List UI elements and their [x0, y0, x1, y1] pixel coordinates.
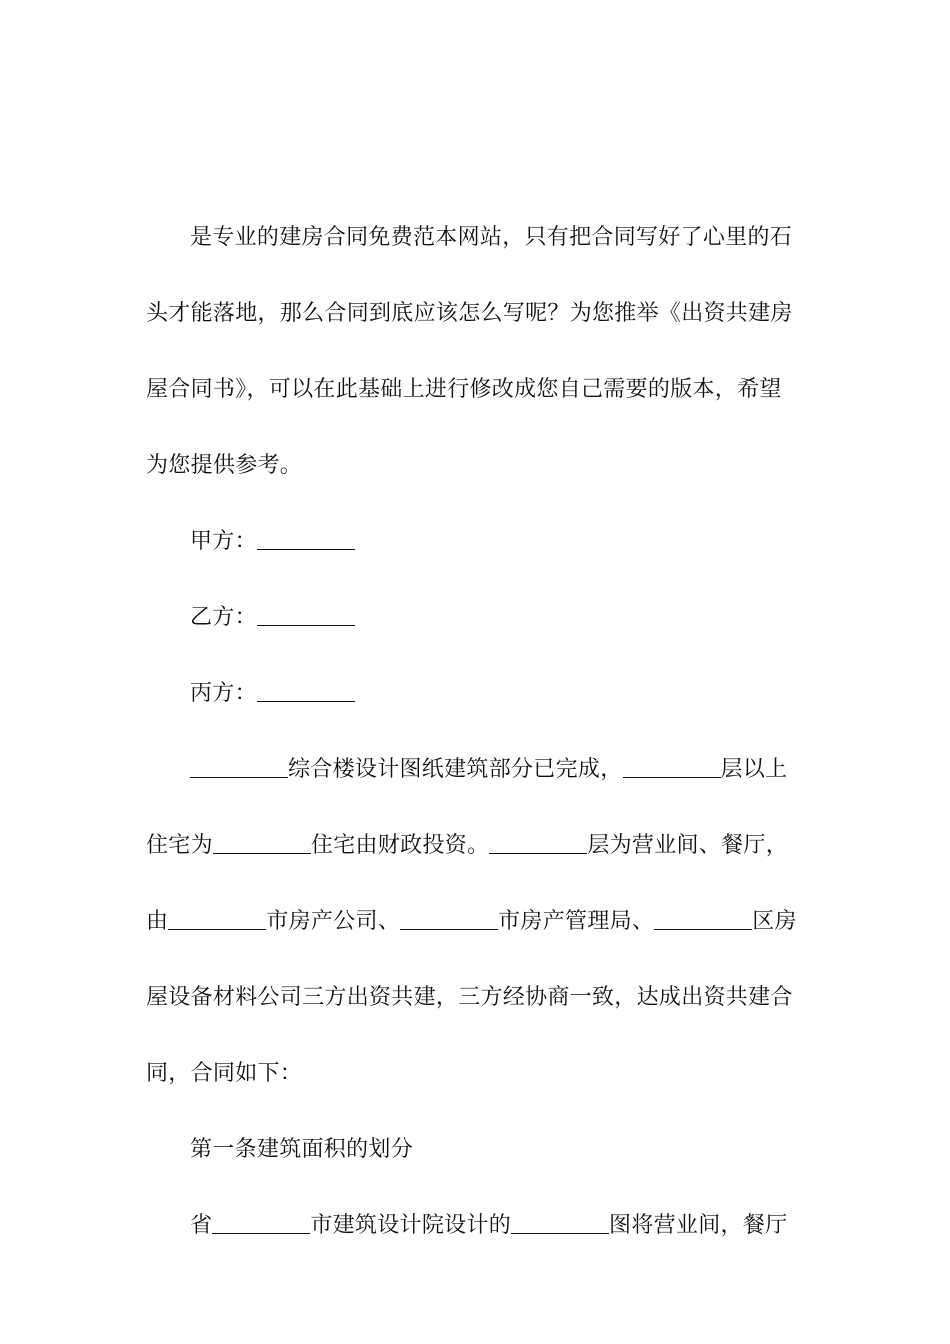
body-paragraph [146, 732, 806, 1112]
party-b-blank [257, 603, 355, 626]
document-content [146, 200, 806, 1264]
blank-field [489, 831, 587, 854]
intro-line: 头才能落地，那么合同到底应该怎么写呢？为您推举《出资共建房 [146, 301, 793, 326]
intro-line: 是专业的建房合同免费范本网站，只有把合同写好了心里的石 [190, 225, 793, 250]
body-text: 由 [146, 909, 169, 934]
body-text: 层为营业间、餐厅， [587, 833, 789, 858]
body-text: 市房产公司、 [266, 909, 401, 934]
body-line-4: 屋设备材料公司三方出资共建，三方经协商一致，达成出资共建合 [146, 985, 793, 1010]
body-text: 区房 [752, 909, 797, 934]
body-text: 市建筑设计院设计的 [310, 1213, 512, 1238]
blank-field [212, 1211, 310, 1234]
body-text: 综合楼设计图纸建筑部分已完成， [288, 757, 623, 782]
article-1-paragraph [146, 1188, 806, 1264]
body-text: 住宅为 [146, 833, 213, 858]
body-line-2 [146, 808, 806, 884]
blank-field [511, 1211, 609, 1234]
party-a-line [146, 504, 806, 580]
blank-field [213, 831, 311, 854]
body-text: 住宅由财政投资。 [310, 833, 490, 858]
party-a-label: 甲方： [190, 529, 257, 554]
body-text: 图将营业间，餐厅 [609, 1213, 788, 1238]
article-1-title: 第一条建筑面积的划分 [190, 1137, 414, 1162]
intro-line: 为您提供参考。 [146, 453, 303, 478]
blank-field [168, 907, 266, 930]
blank-field [190, 755, 288, 778]
blank-field [623, 755, 721, 778]
party-b-label: 乙方： [190, 605, 257, 630]
blank-field [400, 907, 498, 930]
body-text: 层以上 [720, 757, 788, 782]
body-text: 省 [190, 1213, 213, 1238]
party-a-blank [257, 527, 355, 550]
body-line-3 [146, 884, 806, 960]
body-line-1 [146, 732, 806, 808]
blank-field [654, 907, 752, 930]
body-line-5: 同，合同如下： [146, 1061, 303, 1086]
body-text: 市房产管理局、 [498, 909, 655, 934]
intro-line: 屋合同书》，可以在此基础上进行修改成您自己需要的版本，希望 [146, 377, 782, 402]
party-c-label: 丙方： [190, 681, 257, 706]
party-b-line [146, 580, 806, 656]
intro-paragraph [146, 200, 806, 504]
party-c-line [146, 656, 806, 732]
party-c-blank [257, 679, 355, 702]
